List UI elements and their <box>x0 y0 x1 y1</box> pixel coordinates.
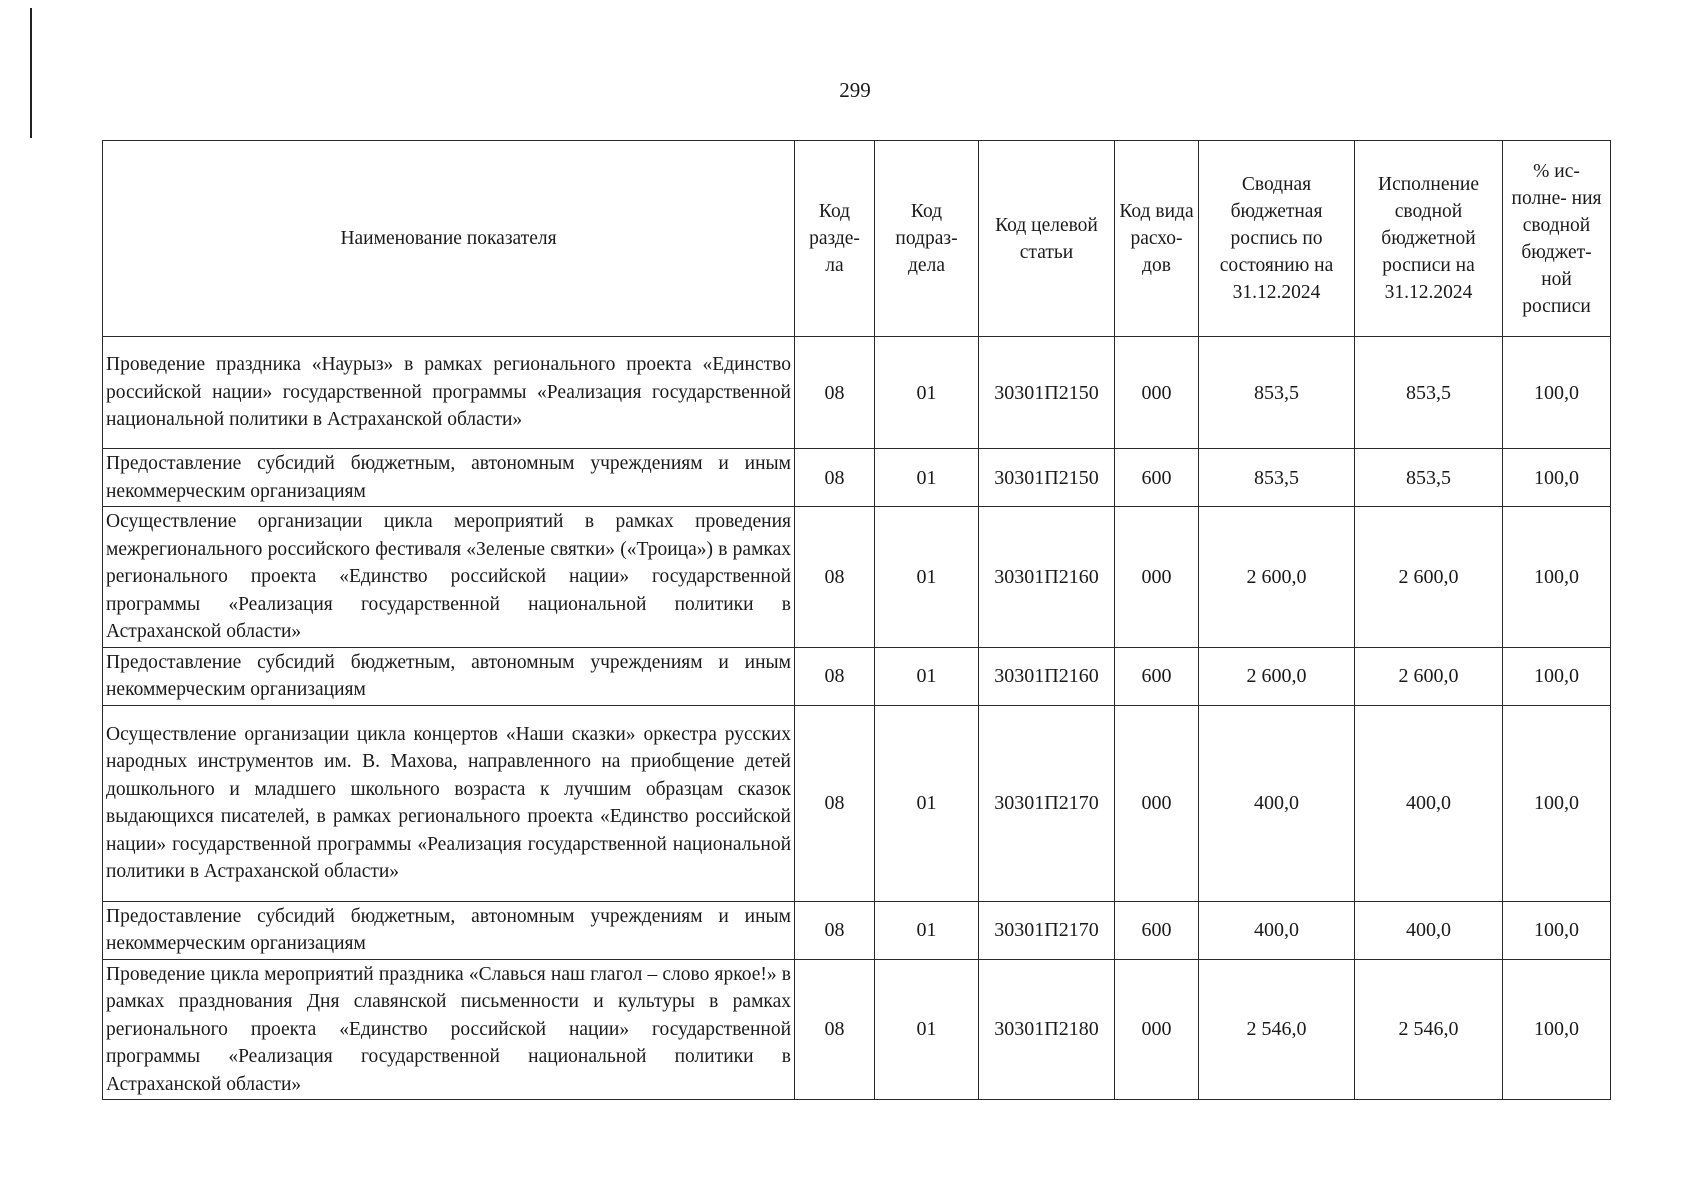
cell-execution: 2 546,0 <box>1355 959 1503 1100</box>
cell-budget-plan: 400,0 <box>1199 901 1355 959</box>
header-expense-type-code: Код вида расхо- дов <box>1115 141 1199 337</box>
header-section-code: Код разде- ла <box>795 141 875 337</box>
table-row <box>103 901 1611 959</box>
cell-target-code: 30301П2160 <box>979 647 1115 705</box>
cell-target-code: 30301П2170 <box>979 901 1115 959</box>
cell-target-code: 30301П2160 <box>979 507 1115 648</box>
cell-section-code: 08 <box>795 901 875 959</box>
table-body <box>103 337 1611 1100</box>
cell-expense-type-code: 000 <box>1115 507 1199 648</box>
table-row <box>103 507 1611 648</box>
page-number: 299 <box>839 78 871 102</box>
cell-expense-type-code: 600 <box>1115 901 1199 959</box>
header-execution: Исполнение сводной бюджетной росписи на 31.12.2024 <box>1355 141 1503 337</box>
table-row <box>103 337 1611 449</box>
table-header-row <box>103 141 1611 337</box>
cell-budget-plan: 853,5 <box>1199 337 1355 449</box>
margin-line <box>30 8 32 138</box>
cell-execution-percent: 100,0 <box>1503 901 1611 959</box>
cell-execution-percent: 100,0 <box>1503 959 1611 1100</box>
budget-table <box>102 140 1611 1100</box>
cell-budget-plan: 2 600,0 <box>1199 647 1355 705</box>
cell-subsection-code: 01 <box>875 449 979 507</box>
cell-budget-plan: 2 600,0 <box>1199 507 1355 648</box>
cell-subsection-code: 01 <box>875 901 979 959</box>
table-row <box>103 449 1611 507</box>
cell-expense-type-code: 600 <box>1115 449 1199 507</box>
cell-section-code: 08 <box>795 337 875 449</box>
cell-target-code: 30301П2170 <box>979 705 1115 901</box>
header-name: Наименование показателя <box>103 141 795 337</box>
table-row <box>103 959 1611 1100</box>
cell-execution: 853,5 <box>1355 337 1503 449</box>
cell-section-code: 08 <box>795 449 875 507</box>
header-execution-percent: % ис- полне- ния сводной бюджет- ной росписи <box>1503 141 1611 337</box>
table-row <box>103 647 1611 705</box>
cell-execution-percent: 100,0 <box>1503 449 1611 507</box>
cell-budget-plan: 2 546,0 <box>1199 959 1355 1100</box>
cell-name: Предоставление субсидий бюджетным, автономным учреждениям и иным некоммерческим организациям <box>103 647 795 705</box>
header-target-code: Код целевой статьи <box>979 141 1115 337</box>
cell-subsection-code: 01 <box>875 647 979 705</box>
cell-subsection-code: 01 <box>875 705 979 901</box>
cell-target-code: 30301П2150 <box>979 449 1115 507</box>
cell-execution: 853,5 <box>1355 449 1503 507</box>
header-subsection-code: Код подраз- дела <box>875 141 979 337</box>
cell-name: Проведение цикла мероприятий праздника «Славься наш глагол – слово яркое!» в рамках празднования Дня славянской письменности и культуры в рамках регионального проекта «Единство российской нации» государственной программы «Реализация государственной национальной политики в Астраханской области» <box>103 959 795 1100</box>
cell-subsection-code: 01 <box>875 959 979 1100</box>
table-row <box>103 705 1611 901</box>
cell-budget-plan: 853,5 <box>1199 449 1355 507</box>
cell-expense-type-code: 000 <box>1115 705 1199 901</box>
cell-subsection-code: 01 <box>875 337 979 449</box>
cell-name: Осуществление организации цикла концертов «Наши сказки» оркестра русских народных инструментов им. В. Махова, направленного на приобщение детей дошкольного и младшего школьного возраста к лучшим образцам сказок выдающихся писателей, в рамках регионального проекта «Единство российской нации» государственной программы «Реализация государственной национальной политики в Астраханской области» <box>103 705 795 901</box>
cell-name: Предоставление субсидий бюджетным, автономным учреждениям и иным некоммерческим организациям <box>103 901 795 959</box>
cell-expense-type-code: 600 <box>1115 647 1199 705</box>
cell-name: Предоставление субсидий бюджетным, автономным учреждениям и иным некоммерческим организациям <box>103 449 795 507</box>
cell-execution: 2 600,0 <box>1355 647 1503 705</box>
cell-subsection-code: 01 <box>875 507 979 648</box>
cell-expense-type-code: 000 <box>1115 337 1199 449</box>
cell-section-code: 08 <box>795 705 875 901</box>
cell-execution: 2 600,0 <box>1355 507 1503 648</box>
cell-execution-percent: 100,0 <box>1503 507 1611 648</box>
cell-target-code: 30301П2150 <box>979 337 1115 449</box>
cell-section-code: 08 <box>795 959 875 1100</box>
cell-target-code: 30301П2180 <box>979 959 1115 1100</box>
header-budget-plan: Сводная бюджетная роспись по состоянию на 31.12.2024 <box>1199 141 1355 337</box>
cell-budget-plan: 400,0 <box>1199 705 1355 901</box>
cell-expense-type-code: 000 <box>1115 959 1199 1100</box>
cell-execution: 400,0 <box>1355 705 1503 901</box>
cell-execution: 400,0 <box>1355 901 1503 959</box>
cell-name: Проведение праздника «Наурыз» в рамках регионального проекта «Единство российской нации» государственной программы «Реализация государственной национальной политики в Астраханской области» <box>103 337 795 449</box>
cell-section-code: 08 <box>795 507 875 648</box>
cell-execution-percent: 100,0 <box>1503 647 1611 705</box>
cell-execution-percent: 100,0 <box>1503 705 1611 901</box>
cell-section-code: 08 <box>795 647 875 705</box>
cell-name: Осуществление организации цикла мероприятий в рамках проведения межрегионального российского фестиваля «Зеленые святки» («Троица») в рамках регионального проекта «Единство российской нации» государственной программы «Реализация государственной национальной политики в Астраханской области» <box>103 507 795 648</box>
cell-execution-percent: 100,0 <box>1503 337 1611 449</box>
